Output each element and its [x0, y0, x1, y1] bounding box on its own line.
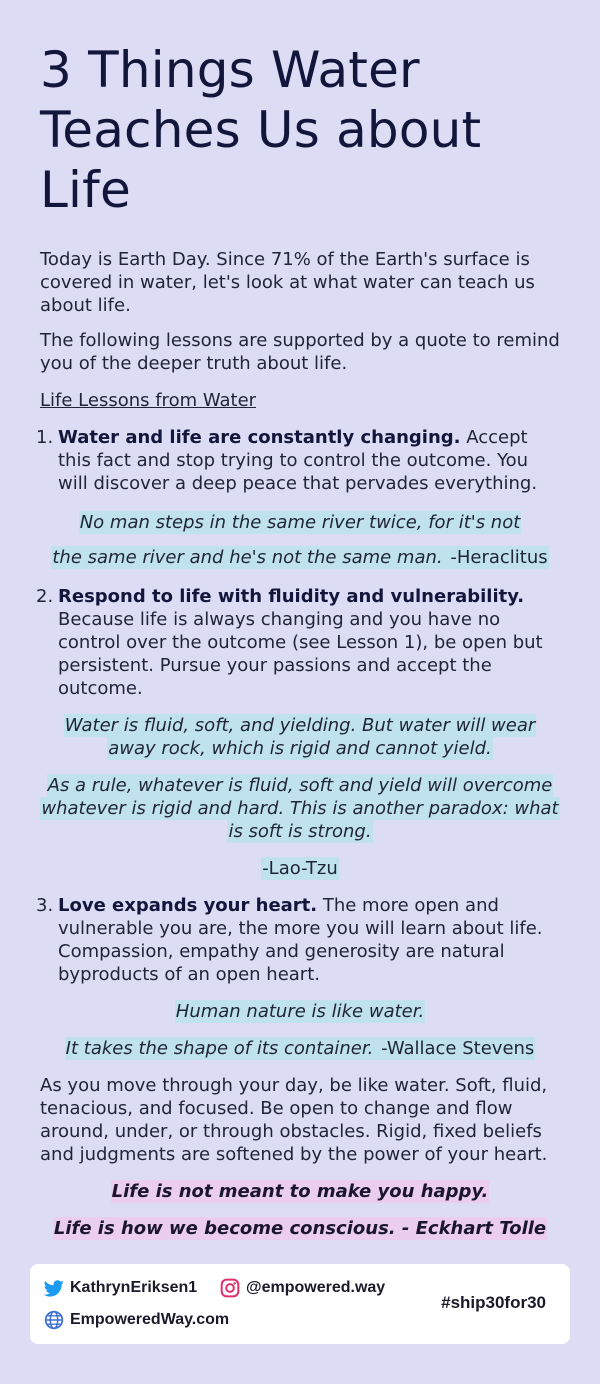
final-quote: Life is how we become conscious. - Eckhart Tolle	[53, 1218, 547, 1239]
page-title: 3 Things Water Teaches Us about Life	[40, 41, 482, 219]
twitter-handle: KathrynEriksen1	[70, 1279, 198, 1296]
quote-attribution: -Lao-Tzu	[262, 858, 338, 879]
lesson-2-attribution	[40, 857, 560, 880]
closing-paragraph: As you move through your day, be like water. Soft, fluid, tenacious, and focused. Be open to change and flow around, under, or through obstacles. Rigid, fixed beliefs and judgments are softened by the power of your heart.	[40, 1075, 548, 1165]
lesson-text: Because life is always changing and you have no control over the outcome (see Lesson 1), be open but persistent. Pursue your passions and accept the outcome.	[58, 609, 543, 699]
quote-line: No man steps in the same river twice, for it's not	[79, 512, 521, 533]
lesson-3-quote	[40, 1000, 560, 1023]
lesson-text: Accept this fact and stop trying to control the outcome. You will discover a deep peace that pervades everything.	[58, 427, 538, 494]
lesson-3-quote-line-2	[40, 1037, 560, 1060]
footer-card	[30, 1264, 570, 1344]
twitter-icon	[44, 1280, 64, 1297]
final-quote-line-2	[40, 1217, 560, 1240]
lesson-2	[36, 585, 560, 700]
quote-line: Water is fluid, soft, and yielding. But water will wear away rock, which is rigid and cannot yield.	[64, 715, 536, 759]
lesson-2-quote-part-2	[40, 774, 560, 843]
instagram-handle: @empowered.way	[246, 1279, 386, 1296]
lesson-1-quote-line-2	[40, 546, 560, 569]
quote-line: It takes the shape of its container.	[65, 1038, 374, 1059]
final-quote: Life is not meant to make you happy.	[111, 1181, 489, 1202]
intro-paragraph: Today is Earth Day. Since 71% of the Earth's surface is covered in water, let's look at what water can teach us about life.	[40, 249, 535, 316]
intro-paragraph-2: The following lessons are supported by a quote to remind you of the deeper truth about life.	[40, 330, 560, 374]
instagram-icon	[220, 1278, 240, 1298]
section-title: Life Lessons from Water	[40, 390, 257, 411]
lesson-number: 1.	[36, 427, 54, 448]
lesson-number: 3.	[36, 895, 54, 916]
lesson-1	[36, 426, 560, 495]
lesson-text: The more open and vulnerable you are, the more you will learn about life. Compassion, empathy and generosity are natural byproducts of an open heart.	[58, 895, 543, 985]
article	[36, 40, 560, 1240]
lesson-heading: Love expands your heart.	[58, 895, 318, 916]
lesson-heading: Respond to life with fluidity and vulnerability.	[58, 586, 525, 607]
lesson-1-quote	[40, 511, 560, 534]
lesson-3	[36, 894, 560, 986]
quote-line: the same river and he's not the same man.	[52, 547, 443, 568]
lesson-2-quote	[40, 714, 560, 760]
final-quote-line-1	[40, 1180, 560, 1203]
quote-attribution: -Heraclitus	[444, 547, 548, 568]
globe-icon	[44, 1310, 64, 1330]
hashtag: #ship30for30	[441, 1293, 546, 1312]
twitter-link[interactable]	[44, 1279, 197, 1297]
website-link[interactable]	[44, 1310, 229, 1330]
lesson-number: 2.	[36, 586, 54, 607]
lesson-heading: Water and life are constantly changing.	[58, 427, 461, 448]
quote-attribution: -Wallace Stevens	[375, 1038, 535, 1059]
quote-line: As a rule, whatever is fluid, soft and yield will overcome whatever is rigid and hard. This is another paradox: what is soft is strong.	[41, 775, 559, 842]
website-url: EmpoweredWay.com	[70, 1311, 230, 1328]
quote-line: Human nature is like water.	[175, 1001, 425, 1022]
instagram-link[interactable]	[220, 1278, 385, 1298]
